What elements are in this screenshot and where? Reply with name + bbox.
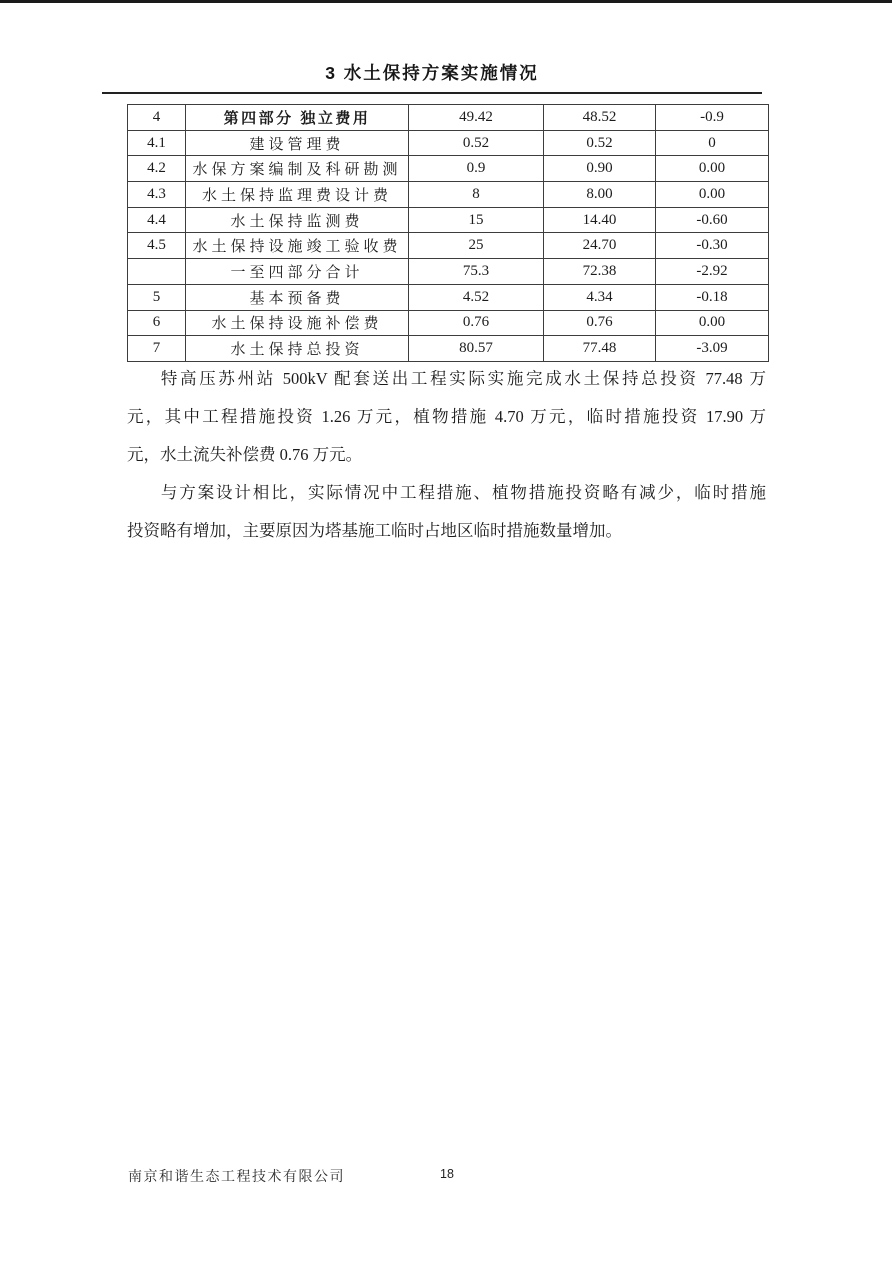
actual-value-cell: 24.70 bbox=[544, 233, 656, 259]
difference-cell: -3.09 bbox=[656, 336, 769, 362]
item-name-cell: 建设管理费 bbox=[186, 130, 409, 156]
row-number-cell: 5 bbox=[128, 284, 186, 310]
paragraph-line: 元，水土流失补偿费 0.76 万元。 bbox=[127, 445, 363, 464]
item-name-cell: 水保方案编制及科研勘测 bbox=[186, 156, 409, 182]
row-number-cell bbox=[128, 259, 186, 285]
actual-value-cell: 8.00 bbox=[544, 182, 656, 208]
row-number-cell: 4.4 bbox=[128, 207, 186, 233]
scan-edge-artifact bbox=[0, 0, 892, 3]
actual-value-cell: 0.52 bbox=[544, 130, 656, 156]
table-row bbox=[128, 284, 769, 310]
paragraph-line: 与方案设计相比，实际情况中工程措施、植物措施投资略有减少，临时措施 bbox=[160, 483, 766, 502]
difference-cell: -0.30 bbox=[656, 233, 769, 259]
row-number-cell: 4.1 bbox=[128, 130, 186, 156]
row-number-cell: 4.5 bbox=[128, 233, 186, 259]
table-row bbox=[128, 156, 769, 182]
row-number-cell: 7 bbox=[128, 336, 186, 362]
difference-cell: 0.00 bbox=[656, 156, 769, 182]
design-value-cell: 49.42 bbox=[409, 105, 544, 131]
design-value-cell: 0.9 bbox=[409, 156, 544, 182]
item-name-cell: 水土保持总投资 bbox=[186, 336, 409, 362]
actual-value-cell: 77.48 bbox=[544, 336, 656, 362]
design-value-cell: 0.52 bbox=[409, 130, 544, 156]
actual-value-cell: 14.40 bbox=[544, 207, 656, 233]
row-number-cell: 4.2 bbox=[128, 156, 186, 182]
row-number-cell: 6 bbox=[128, 310, 186, 336]
table-row bbox=[128, 310, 769, 336]
table-row bbox=[128, 130, 769, 156]
table-row bbox=[128, 182, 769, 208]
table-row bbox=[128, 105, 769, 131]
footer-page-number: 18 bbox=[440, 1167, 454, 1181]
actual-value-cell: 0.90 bbox=[544, 156, 656, 182]
difference-cell: 0 bbox=[656, 130, 769, 156]
item-name-cell: 水土保持监测费 bbox=[186, 207, 409, 233]
difference-cell: 0.00 bbox=[656, 310, 769, 336]
paragraph-line: 投资略有增加，主要原因为塔基施工临时占地区临时措施数量增加。 bbox=[127, 521, 622, 540]
design-value-cell: 80.57 bbox=[409, 336, 544, 362]
design-value-cell: 25 bbox=[409, 233, 544, 259]
item-name-cell: 第四部分 独立费用 bbox=[186, 105, 409, 131]
footer-company-name: 南京和谐生态工程技术有限公司 bbox=[128, 1170, 345, 1185]
design-value-cell: 75.3 bbox=[409, 259, 544, 285]
page-title: 3 水土保持方案实施情况 bbox=[325, 63, 539, 83]
item-name-cell: 水土保持设施竣工验收费 bbox=[186, 233, 409, 259]
investment-comparison-table bbox=[127, 104, 769, 362]
actual-value-cell: 4.34 bbox=[544, 284, 656, 310]
actual-value-cell: 72.38 bbox=[544, 259, 656, 285]
item-name-cell: 一至四部分合计 bbox=[186, 259, 409, 285]
body-text-block bbox=[127, 360, 766, 550]
paragraph-line: 特高压苏州站 500kV 配套送出工程实际实施完成水土保持总投资 77.48 万 bbox=[160, 369, 766, 388]
design-value-cell: 15 bbox=[409, 207, 544, 233]
difference-cell: 0.00 bbox=[656, 182, 769, 208]
actual-value-cell: 48.52 bbox=[544, 105, 656, 131]
paragraph-line: 元，其中工程措施投资 1.26 万元，植物措施 4.70 万元，临时措施投资 17.90 万 bbox=[127, 407, 766, 426]
row-number-cell: 4 bbox=[128, 105, 186, 131]
item-name-cell: 基本预备费 bbox=[186, 284, 409, 310]
design-value-cell: 0.76 bbox=[409, 310, 544, 336]
difference-cell: -2.92 bbox=[656, 259, 769, 285]
table-row bbox=[128, 336, 769, 362]
table-row bbox=[128, 233, 769, 259]
design-value-cell: 8 bbox=[409, 182, 544, 208]
actual-value-cell: 0.76 bbox=[544, 310, 656, 336]
difference-cell: -0.18 bbox=[656, 284, 769, 310]
difference-cell: -0.9 bbox=[656, 105, 769, 131]
design-value-cell: 4.52 bbox=[409, 284, 544, 310]
difference-cell: -0.60 bbox=[656, 207, 769, 233]
item-name-cell: 水土保持设施补偿费 bbox=[186, 310, 409, 336]
table-row bbox=[128, 259, 769, 285]
title-divider bbox=[102, 92, 762, 94]
row-number-cell: 4.3 bbox=[128, 182, 186, 208]
item-name-cell: 水土保持监理费设计费 bbox=[186, 182, 409, 208]
table-row bbox=[128, 207, 769, 233]
